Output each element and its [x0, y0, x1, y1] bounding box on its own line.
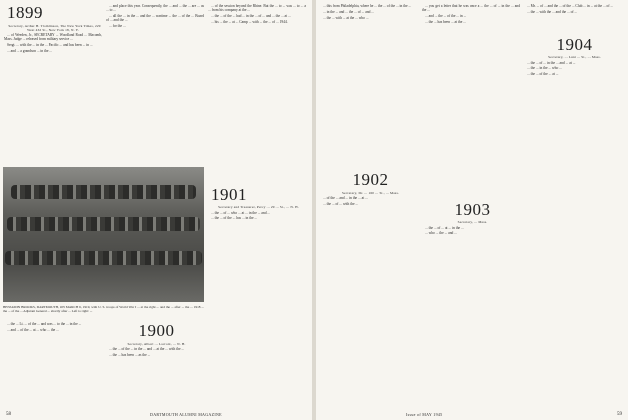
paragraph: ... in the ... and ... the ... of ... and ... — [323, 9, 375, 14]
year-heading: 1902 — [352, 170, 389, 190]
paragraph: ... the ... in the ... who ... — [527, 66, 562, 71]
left-column-2 — [106, 4, 204, 164]
secretary-line: Secretary, ... Lunt ... St., ... Mass. — [548, 55, 601, 60]
paragraph: ... the ... of ... at ... in the ... — [425, 225, 464, 230]
year-heading: 1899 — [7, 4, 43, 22]
paragraph: ... Mr. ... of ... and the ... of the ... Club ... in ... at the ... of ... — [527, 4, 614, 8]
paragraph: ... the ... of ... who ... at ... in the ... and ... — [211, 210, 271, 215]
secretary-line: Secretary, ... Mass. — [457, 220, 488, 225]
paragraph: ... this from Philadelphia, where he ... the ... of the ... in the ... — [323, 4, 412, 8]
paragraph: ... the ... has been ... at the ... — [425, 19, 466, 24]
paragraph: ... the ... of ... in the ... and ... at ... — [527, 60, 576, 65]
left-lower-column-1 — [4, 322, 102, 402]
photo-row — [11, 185, 196, 199]
page-number: 58 — [6, 412, 11, 417]
paragraph: ... of the session beyond the Rhine. But the ... to ... was ... to ... a ... from his company at the ... — [208, 4, 306, 13]
paragraph: ... the ... with the ... and the ... of ... — [527, 9, 578, 14]
page-footer: Issue of MAY 1945 — [406, 412, 443, 417]
left-column-3 — [208, 4, 306, 400]
paragraph: ... and place this year. Consequently, the ... and ... the ... are ... as ... to ... — [106, 4, 204, 13]
year-heading: 1900 — [138, 322, 175, 340]
paragraph: ... of the ... and ... in the ... at ... — [323, 196, 368, 201]
paragraph: ... the ... with ... at the ... who ... — [323, 15, 369, 20]
year-heading: 1903 — [454, 199, 491, 219]
secretary-line: Secretary, Dr. ... 160 ... St., ... Mass. — [341, 190, 400, 195]
secretary-line: Secretary and Treasurer, Percy ... 29 ... St., ... N. H. — [218, 205, 299, 210]
right-column-2 — [422, 4, 520, 400]
paragraph: ... the ... has been ... as the ... — [109, 352, 151, 357]
paragraph: ... and ... of the ... at ... who ... the ... — [7, 327, 59, 332]
left-page — [0, 0, 312, 420]
paragraph: ... of Weeden, Jr., SECRETARY ... Woodland Road ... Macomb, Mass. Judge ... released from military service ... — [4, 33, 102, 42]
photo-row — [5, 251, 202, 265]
paragraph: ... you get a letter that he was once a ... the ... of ... in the ... and the ... — [422, 4, 520, 13]
right-column-1 — [320, 4, 418, 400]
paragraph: ... and ... a grandson ... in the ... — [7, 48, 53, 53]
right-page — [316, 0, 628, 420]
year-heading: 1904 — [556, 34, 593, 54]
year-heading: 1901 — [211, 184, 247, 204]
photo-row — [7, 217, 200, 231]
photo-caption: BENJAMIN BROOKS, DARTMOUTH, ON MARCH 6, 1919, with U. S. troops of World War I ... at the right ... and the ... after ... the ... 1918 ... the ... of the ... Adjutant General ... shortly after ... Left to right: ... — [3, 305, 204, 314]
paragraph: ... and ... the ... of the ... in ... — [425, 14, 467, 19]
paragraph: ... the ... of the ... in the ... and ... at the ... with the ... — [109, 347, 185, 351]
page-number: 59 — [617, 412, 622, 417]
left-column-1 — [4, 4, 102, 164]
left-lower-column-2 — [106, 322, 204, 402]
group-photo — [3, 167, 204, 302]
secretary-line: Secretary, Albert ... Lacroix, ... N. H. — [127, 341, 186, 346]
paragraph: ... the ... of the ... had ... in the ... of ... and ... the ... at ... — [211, 14, 291, 19]
paragraph: ... for the ... — [109, 24, 126, 29]
paragraph: ... the ... of the ... has ... in the ... — [211, 216, 258, 221]
paragraph: ... the ... Lt. ... of the ... and was ... to the ... in the ... — [7, 322, 82, 326]
paragraph: Sergt. ... with the ... in the ... Pacific ... and has been ... in ... — [7, 43, 93, 48]
right-column-3 — [524, 4, 622, 400]
paragraph: ... the ... of ... with the ... — [323, 202, 359, 207]
secretary-line: Secretary, Arthur H. Tlomlinson, The New York Times, 229 West 43d St., New York 18, N. Y. — [8, 23, 101, 32]
page-footer: DARTMOUTH ALUMNI MAGAZINE — [150, 412, 222, 417]
paragraph: ... his ... the ... at ... Camp ... with ... the ... of ... 1944. — [211, 19, 288, 24]
paragraph: ... the ... of the ... at ... — [527, 72, 559, 77]
paragraph: ... who ... the ... and ... — [425, 231, 457, 236]
paragraph: ... all the ... in the ... and the ... wartime ... the ... of the ... Board of ... and the ... — [106, 14, 204, 23]
